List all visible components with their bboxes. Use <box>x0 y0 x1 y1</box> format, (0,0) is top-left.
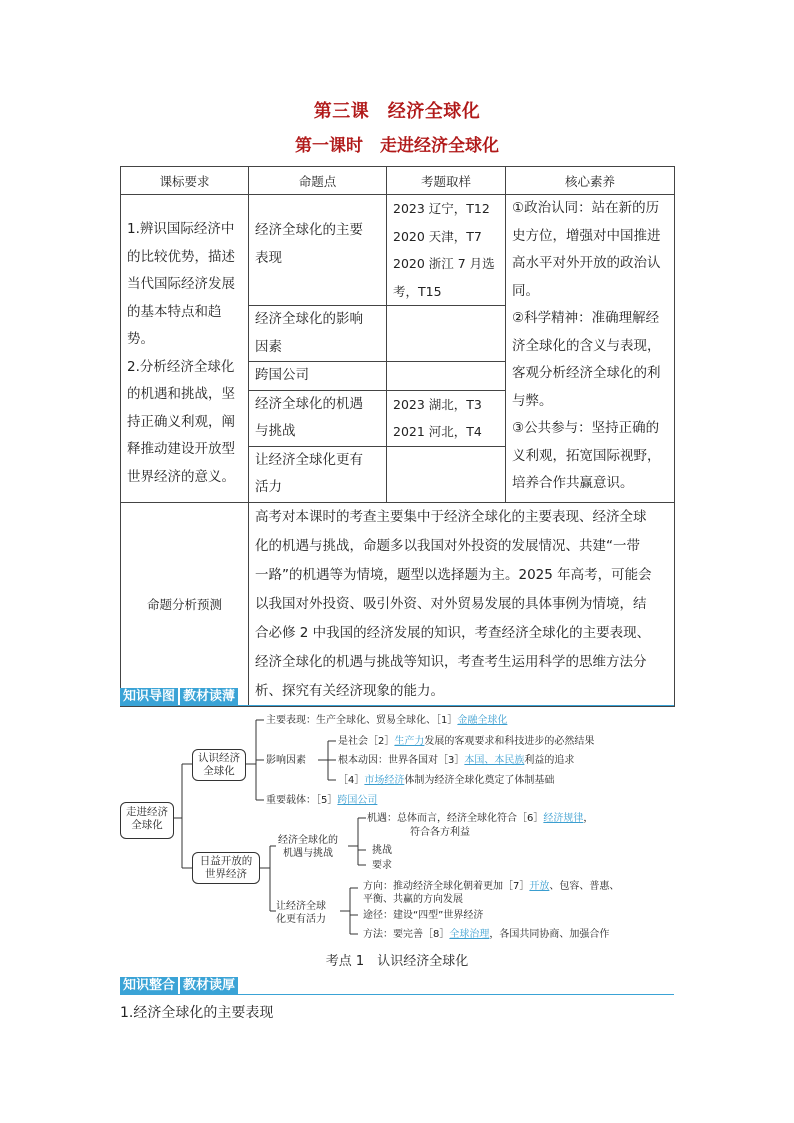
node-line: 经济全球化的 <box>278 835 338 846</box>
node-line: 让经济全球 <box>276 901 326 912</box>
node-line: 全球化 <box>203 765 235 777</box>
analysis-line: 以我国对外投资、吸引外资、对外贸易发展的具体事例为情境，结 <box>255 595 647 612</box>
challenge-text: 挑战 <box>372 845 392 856</box>
topic-line: 经济全球化的机遇 <box>255 395 363 412</box>
example-line: 2023 辽宁，T12 <box>393 201 490 216</box>
text-suffix: ，各国共同协商、加强合作 <box>489 929 610 940</box>
answer-2: 生产力 <box>394 736 425 747</box>
analysis-line: 一路”的机遇等为情境，题型以选择题为主。2025 年高考，可能会 <box>255 566 652 583</box>
literacy-line: 客观分析经济全球化的利 <box>512 365 661 381</box>
literacy-line: 与弊。 <box>512 392 553 409</box>
text-prefix: 方法：要完善［8］ <box>363 929 450 940</box>
topic-line: 经济全球化的主要 <box>255 222 363 238</box>
tag-divider <box>120 705 674 706</box>
mindmap-node-understand <box>192 749 246 781</box>
method-text <box>363 928 609 941</box>
literacy-line: 史方位，增强对中国推进 <box>512 227 661 244</box>
requirements-table <box>120 166 675 707</box>
text-suffix: 体制为经济全球化奠定了体制基础 <box>404 775 555 786</box>
node-line: 认识经济 <box>198 752 240 764</box>
analysis-line: 高考对本课时的考查主要集中于经济全球化的主要表现、经济全球 <box>255 508 647 525</box>
topic-line: 跨国公司 <box>255 367 309 383</box>
example-cell-empty <box>387 362 506 391</box>
main-form-text <box>266 714 507 727</box>
analysis-cell <box>249 502 675 706</box>
text-prefix: 主要表现：生产全球化、贸易全球化、［1］ <box>266 715 458 726</box>
text-prefix: 根本动因：世界各国对［3］ <box>338 755 465 766</box>
req-line: 释推动建设开放型 <box>127 441 235 457</box>
example-line: 2021 河北，T4 <box>393 424 482 439</box>
tag-divider <box>120 994 674 995</box>
opportunity-node <box>278 834 338 860</box>
opportunity-text <box>367 812 593 825</box>
node-line: 走进经济 <box>126 806 168 818</box>
tag-label: 教材读厚 <box>180 977 238 994</box>
answer-4: 市场经济 <box>364 775 405 786</box>
text-suffix: 利益的追求 <box>524 755 575 766</box>
mindmap-root-node <box>120 802 174 839</box>
req-line: 的机遇和挑战，坚 <box>127 386 235 402</box>
answer-3: 本国、本民族 <box>464 755 525 766</box>
topic-line: 因素 <box>255 338 282 355</box>
direction-text-2: 平衡、共赢的方向发展 <box>363 894 463 905</box>
tag-label: 教材读薄 <box>180 688 238 705</box>
literacy-line: ③公共参与：坚持正确的 <box>512 420 660 436</box>
topic-cell <box>249 446 387 502</box>
lesson-title: 第三课 经济全球化 <box>313 101 481 122</box>
topic-line: 表现 <box>255 249 282 266</box>
req-line: 当代国际经济发展 <box>127 276 235 292</box>
node-line: 日益开放的 <box>199 855 253 867</box>
analysis-line: 析、探究有关经济现象的能力。 <box>255 682 444 699</box>
example-cell <box>387 195 506 306</box>
literacy-line: 义利观，拓宽国际视野， <box>512 447 661 464</box>
analysis-label: 命题分析预测 <box>121 502 249 706</box>
analysis-line: 化的机遇与挑战，命题多以我国对外投资的发展情况、共建“一带 <box>255 537 640 554</box>
example-line: 2020 天津，T7 <box>393 228 482 244</box>
example-line: 2020 浙江 7 月选 <box>393 256 495 271</box>
node-line: 世界经济 <box>205 868 247 880</box>
factor-1-text <box>338 735 594 748</box>
answer-6: 经济规律 <box>543 813 584 824</box>
example-line: 考，T15 <box>393 283 442 299</box>
analysis-line: 合必修 2 中我国的经济发展的知识，考查经济全球化的主要表现、 <box>255 624 651 641</box>
knowledge-map-tag <box>120 688 238 705</box>
literacy-line: ②科学精神：准确理解经 <box>512 310 660 326</box>
example-line: 2023 湖北，T3 <box>393 396 482 412</box>
header-cell: 课标要求 <box>121 167 249 195</box>
literacy-line: 高水平对外开放的政治认 <box>512 255 661 271</box>
answer-1: 金融全球化 <box>457 715 508 726</box>
text-suffix: 、包容、普惠、 <box>549 881 620 892</box>
text-prefix: 方向：推动经济全球化朝着更加［7］ <box>363 881 530 892</box>
core-literacy-cell <box>506 195 675 503</box>
knowledge-integration-tag <box>120 977 238 994</box>
literacy-line: 培养合作共赢意识。 <box>512 475 634 491</box>
approach-text: 途径：建设“四型”世界经济 <box>363 910 484 921</box>
carrier-text <box>266 794 377 807</box>
topic-cell <box>249 362 387 391</box>
analysis-line: 经济全球化的机遇与挑战等知识，考查考生运用科学的思维方法分 <box>255 653 647 670</box>
text-suffix: ， <box>583 813 594 824</box>
factor-3-text <box>338 774 554 787</box>
literacy-line: 同。 <box>512 282 539 299</box>
text-prefix: 重要载体：［5］ <box>266 795 338 806</box>
lesson-subtitle: 第一课时 走进经济全球化 <box>295 136 499 156</box>
req-line: 世界经济的意义。 <box>127 468 235 485</box>
header-cell: 核心素养 <box>506 167 675 195</box>
literacy-line: ①政治认同：站在新的历 <box>512 200 660 216</box>
example-cell <box>387 390 506 446</box>
req-line: 持正确义利观，阐 <box>127 413 235 430</box>
table-header-row <box>121 167 675 195</box>
section-heading: 1.经济全球化的主要表现 <box>120 1005 274 1021</box>
answer-5: 跨国公司 <box>337 795 378 806</box>
mindmap-node-open-economy <box>192 852 260 884</box>
topic-line: 活力 <box>255 479 282 495</box>
node-line: 全球化 <box>131 819 163 831</box>
exam-point-title: 考点 1 认识经济全球化 <box>325 954 469 969</box>
header-cell: 命题点 <box>249 167 387 195</box>
example-cell-empty <box>387 446 506 502</box>
tag-label: 知识导图 <box>120 688 178 705</box>
node-line: 化更有活力 <box>276 914 326 925</box>
requirement-text: 要求 <box>372 860 392 871</box>
topic-line: 让经济全球化更有 <box>255 451 363 468</box>
answer-8: 全球治理 <box>449 929 490 940</box>
factors-label: 影响因素 <box>266 755 306 766</box>
text-prefix: 机遇：总体而言，经济全球化符合［6］ <box>367 813 544 824</box>
topic-line: 与挑战 <box>255 423 296 439</box>
topic-line: 经济全球化的影响 <box>255 311 363 327</box>
vitality-node <box>276 900 326 926</box>
topic-cell <box>249 306 387 362</box>
text-prefix: 是社会［2］ <box>338 736 395 747</box>
text-prefix: ［4］ <box>338 775 365 786</box>
example-cell-empty <box>387 306 506 362</box>
tag-label: 知识整合 <box>120 977 178 994</box>
factor-2-text <box>338 754 574 767</box>
header-cell: 考题取样 <box>387 167 506 195</box>
node-line: 机遇与挑战 <box>283 848 333 859</box>
req-line: 2.分析经济全球化 <box>127 358 235 375</box>
text-suffix: 发展的客观要求和科技进步的必然结果 <box>424 736 595 747</box>
req-line: 的比较优势，描述 <box>127 248 235 265</box>
topic-cell <box>249 195 387 306</box>
opportunity-text-2: 符合各方利益 <box>410 827 470 838</box>
answer-7: 开放 <box>529 881 550 892</box>
topic-cell <box>249 390 387 446</box>
literacy-line: 济全球化的含义与表现， <box>512 337 661 354</box>
req-line: 的基本特点和趋势。 <box>127 303 222 347</box>
req-line: 1.辨识国际经济中 <box>127 221 235 237</box>
direction-text <box>363 880 619 893</box>
curriculum-requirements-cell <box>121 195 249 503</box>
